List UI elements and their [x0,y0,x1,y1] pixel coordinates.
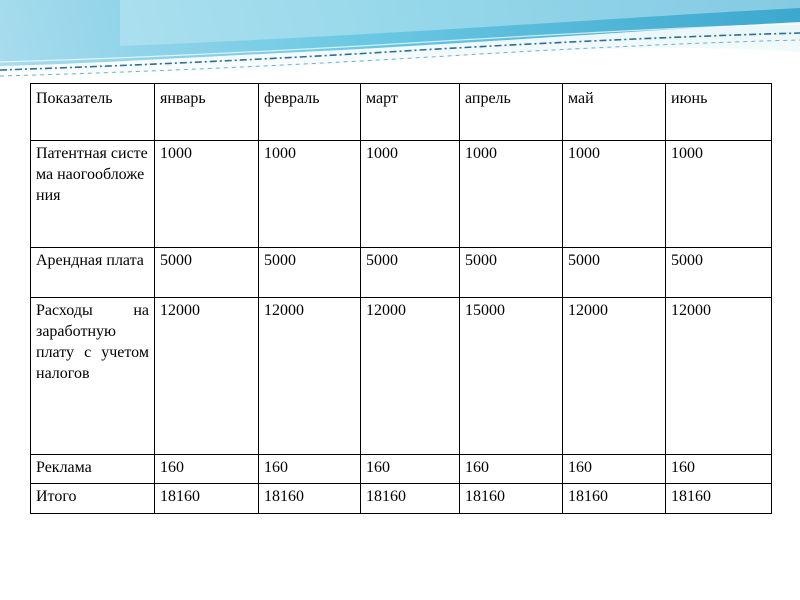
table-cell: 1000 [460,141,563,248]
table-cell: 18160 [361,484,460,514]
table-cell: 12000 [155,298,259,455]
table-row-advertising [31,455,772,484]
table-cell: 5000 [361,248,460,298]
decorative-wave-header [0,0,800,90]
table-cell: 12000 [259,298,361,455]
table-cell: 15000 [460,298,563,455]
expenses-table [30,83,772,514]
table-cell: 18160 [155,484,259,514]
table-cell: 1000 [155,141,259,248]
row-label: Реклама [31,455,155,484]
header-cell-indicator: Показатель [31,84,155,141]
table-cell: 1000 [666,141,772,248]
table-cell: 160 [155,455,259,484]
table-cell: 1000 [361,141,460,248]
header-cell-february: февраль [259,84,361,141]
table-cell: 18160 [563,484,666,514]
table-cell: 18160 [460,484,563,514]
table-cell: 160 [563,455,666,484]
table-cell: 160 [460,455,563,484]
table-cell: 5000 [259,248,361,298]
table-cell: 18160 [259,484,361,514]
table-cell: 12000 [563,298,666,455]
header-cell-june: июнь [666,84,772,141]
header-cell-march: март [361,84,460,141]
table-cell: 18160 [666,484,772,514]
table-cell: 160 [259,455,361,484]
table-row-rent [31,248,772,298]
row-label: Арендная плата [31,248,155,298]
table-row-total [31,484,772,514]
table-cell: 12000 [666,298,772,455]
header-cell-april: апрель [460,84,563,141]
row-label: Расходы на заработную плату с учетом налогов [31,298,155,455]
table-cell: 160 [666,455,772,484]
row-label: Патентная система наогообложения [31,141,155,248]
table-cell: 1000 [259,141,361,248]
table-cell: 5000 [460,248,563,298]
header-cell-may: май [563,84,666,141]
table-cell: 5000 [155,248,259,298]
table-row-salary [31,298,772,455]
table-row-patent-tax [31,141,772,248]
table-cell: 160 [361,455,460,484]
header-cell-january: январь [155,84,259,141]
table-cell: 12000 [361,298,460,455]
row-label: Итого [31,484,155,514]
table-cell: 1000 [563,141,666,248]
table-cell: 5000 [666,248,772,298]
table-cell: 5000 [563,248,666,298]
table-header-row [31,84,772,141]
